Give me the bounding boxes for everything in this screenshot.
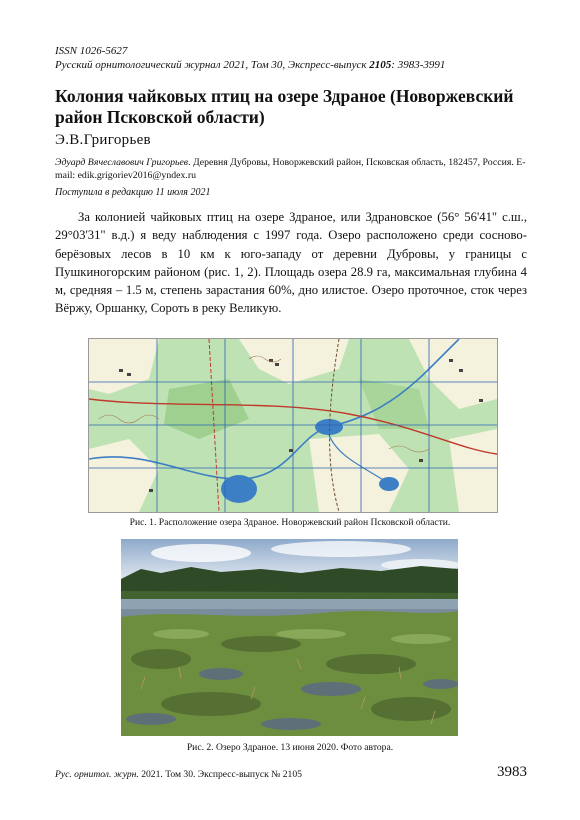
figure-2-photo <box>121 539 458 736</box>
received-date: Поступила в редакцию 11 июля 2021 <box>55 187 211 198</box>
article-title: Колония чайковых птиц на озере Здраное (Новоржевский район Псковской области) <box>55 86 514 127</box>
author-full-name: Эдуард Вячеславович Григорьев <box>55 157 189 168</box>
footer-issue-info: 2021. Том 30. Экспресс-выпуск № 2105 <box>138 769 302 780</box>
journal-line <box>55 58 445 72</box>
lake-photo-image <box>121 539 458 736</box>
figure-1-caption: Рис. 1. Расположение озера Здраное. Новоржевский район Псковской области. <box>129 517 451 528</box>
journal-abbreviation: Рус. орнитол. журн. <box>55 769 139 780</box>
body-paragraph: За колонией чайковых птиц на озере Здраное, или Здрановское (56° 56'41" с.ш., 29°03'31" в.д.) я веду наблюдения с 1997 года. Озеро расположено среди сосново-берёзовых лесов в 10 км к юго-западу от деревни Дубровы, у границы с Пушкиногорским районом (рис. 1, 2). Площадь озера 28.9 га, максимальная глубина 4 м, средняя – 1.5 м, степень зарастания 60%, дно илистое. Озеро проточное, сток через Вёржу, Оршанку, Сороть в реку Великую. <box>55 210 527 316</box>
figure-2-caption: Рис. 2. Озеро Здраное. 13 июня 2020. Фото автора. <box>186 742 394 753</box>
issn: ISSN 1026-5627 <box>55 45 128 57</box>
author-address: . Деревня Дубровы, Новоржевский район, Псковская область, 182457, Россия. E-mail: edik.grigoriev2016@yndex.ru <box>55 157 526 181</box>
figure-1-map <box>88 338 498 513</box>
topographic-map-image <box>89 339 497 512</box>
page-footer <box>55 769 302 781</box>
journal-name: Русский орнитологический журнал 2021, Том 30, Экспресс-выпуск <box>55 59 367 71</box>
page-range: : 3983-3991 <box>391 59 446 71</box>
issue-number: 2105 <box>369 59 392 71</box>
page-number: 3983 <box>497 764 527 780</box>
author-name: Э.В.Григорьев <box>55 132 151 148</box>
author-affiliation <box>55 157 535 182</box>
